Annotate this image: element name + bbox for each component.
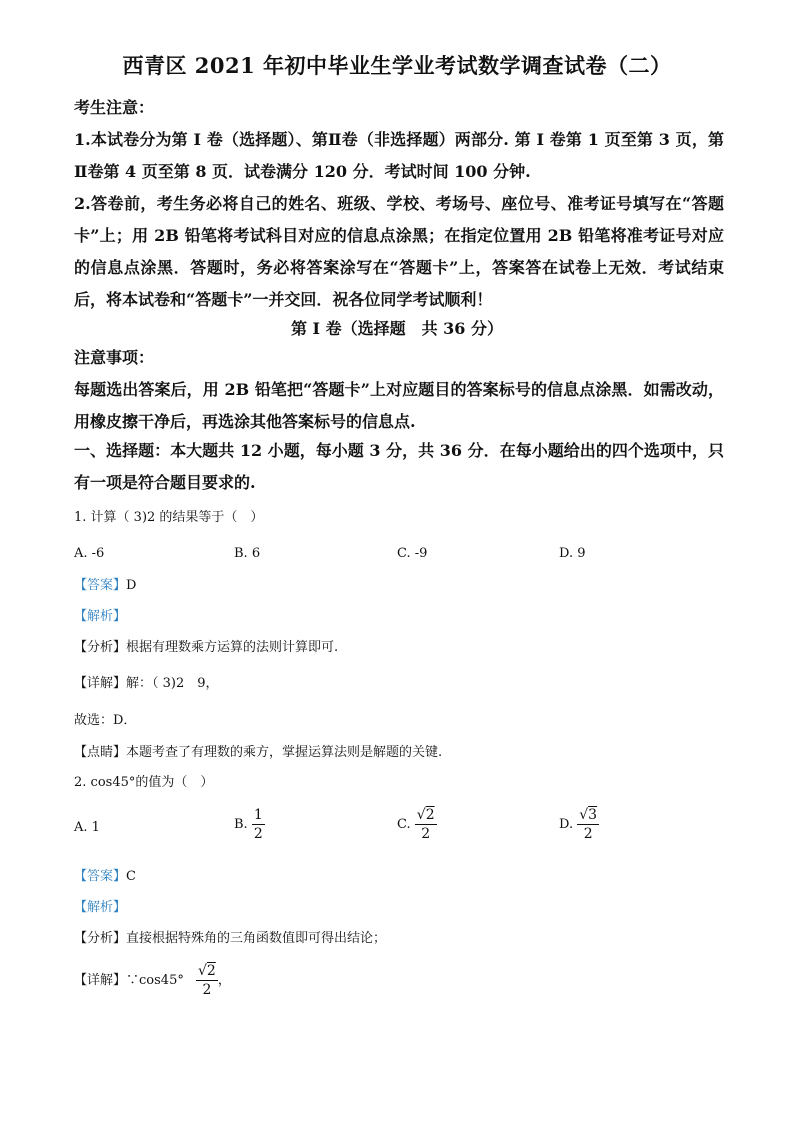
attention-heading: 注意事项： [74, 348, 155, 367]
q2-answer-line [74, 867, 136, 887]
q2-detail-text: ∵cos45° [126, 973, 184, 988]
q2-detail-tag: 【详解】 [74, 973, 127, 988]
q2-answer-tag: 【答案】 [74, 869, 127, 884]
q2-detail-radicand: 2 [206, 963, 216, 979]
q1-choose-line: 故选：D． [74, 713, 137, 728]
sqrt-icon: √ [416, 807, 426, 823]
q2-answer-value: C [126, 869, 136, 884]
q1-comment-text: 本题考查了有理数的乘方，掌握运算法则是解题的关键. [126, 745, 443, 760]
section1-instructions: 一、选择题：本大题共 12 小题，每小题 3 分，共 36 分．在每小题给出的四个选项中，只有一项是符合题目要求的. [74, 441, 724, 492]
q2-detail-denominator: 2 [202, 982, 212, 998]
q1-answer-line [74, 576, 136, 596]
q2-option-a: A. 1 [74, 820, 100, 835]
q2-detail-line [74, 962, 231, 999]
q1-answer-tag: 【答案】 [74, 578, 127, 593]
notice-item-2: 2.答卷前，考生务必将自己的姓名、班级、学校、考场号、座位号、准考证号填写在“答题卡”上；用 2B 铅笔将考试科目对应的信息点涂黑；在指定位置用 2B 铅笔将准考证号对应的信息点涂黑．答题时，务必将答案涂写在“答题卡”上，答案答在试卷上无效．考试结束后，将本试卷和“答题卡”一并交回．祝各位同学考试顺利！ [74, 194, 724, 309]
page-title: 西青区 2021 年初中毕业生学业考试数学调查试卷（二） [122, 53, 672, 78]
q1-option-b: B. 6 [234, 546, 261, 561]
q2-analysis-line [74, 898, 126, 918]
q2-detail-fraction [196, 962, 218, 999]
q1-option-a: A. -6 [74, 546, 105, 561]
q1-fenxi-line [74, 638, 338, 658]
q1-answer-value: D [126, 578, 137, 593]
q1-detail-line [74, 674, 219, 694]
sqrt-icon: √ [579, 807, 589, 823]
q1-fenxi-text: 根据有理数乘方运算的法则计算即可. [126, 640, 339, 655]
notice-item-1: 1.本试卷分为第 I 卷（选择题）、第Ⅱ卷（非选择题）两部分. 第 I 卷第 1 页至第 3 页，第Ⅱ卷第 4 页至第 8 页．试卷满分 120 分．考试时间 100 分钟. [74, 130, 724, 181]
q2-detail-tail: ， [217, 973, 231, 988]
q2-option-b-label: B. [234, 817, 248, 832]
q2-option-c-label: C. [397, 817, 411, 832]
q2-option-c-numerator [415, 806, 437, 825]
q2-option-d [559, 806, 599, 843]
q2-option-b [234, 806, 265, 843]
q2-option-b-fraction [252, 806, 265, 843]
q2-option-b-numerator: 1 [253, 807, 263, 823]
q1-detail-text: 解：（ 3)2 9， [126, 676, 219, 691]
q2-option-d-numerator [577, 806, 599, 825]
q2-analysis-tag: 【解析】 [74, 900, 127, 915]
q1-analysis-tag: 【解析】 [74, 609, 127, 624]
sqrt-icon: √ [197, 963, 207, 979]
q1-stem: 1. 计算（ 3)2 的结果等于（ ） [74, 510, 264, 525]
q2-option-c-radicand: 2 [425, 807, 435, 823]
q2-stem: 2. cos45°的值为（ ） [74, 775, 214, 790]
q2-option-d-fraction [577, 806, 599, 843]
q1-comment-tag: 【点睛】 [74, 745, 127, 760]
attention-text: 每题选出答案后，用 2B 铅笔把“答题卡”上对应题目的答案标号的信息点涂黑．如需改动，用橡皮擦干净后，再选涂其他答案标号的信息点. [74, 380, 724, 431]
q2-option-c-fraction [415, 806, 437, 843]
part1-title: 第 I 卷（选择题 共 36 分） [290, 319, 504, 338]
q2-option-c [397, 806, 437, 843]
q1-analysis-line [74, 607, 126, 627]
q1-fenxi-tag: 【分析】 [74, 640, 127, 655]
q1-comment-line [74, 743, 442, 763]
q1-option-d: D. 9 [559, 546, 586, 561]
q1-option-c: C. -9 [397, 546, 428, 561]
q2-option-d-denominator: 2 [583, 826, 593, 842]
q2-option-b-denominator: 2 [253, 826, 263, 842]
q2-detail-numerator [196, 962, 218, 981]
q2-fenxi-line [74, 929, 386, 949]
q2-fenxi-text: 直接根据特殊角的三角函数值即可得出结论； [126, 931, 387, 946]
q2-option-d-radicand: 3 [588, 807, 598, 823]
q2-option-d-label: D. [559, 817, 574, 832]
q2-option-c-denominator: 2 [421, 826, 431, 842]
q1-detail-tag: 【详解】 [74, 676, 127, 691]
notice-heading: 考生注意： [74, 98, 155, 117]
q2-fenxi-tag: 【分析】 [74, 931, 127, 946]
